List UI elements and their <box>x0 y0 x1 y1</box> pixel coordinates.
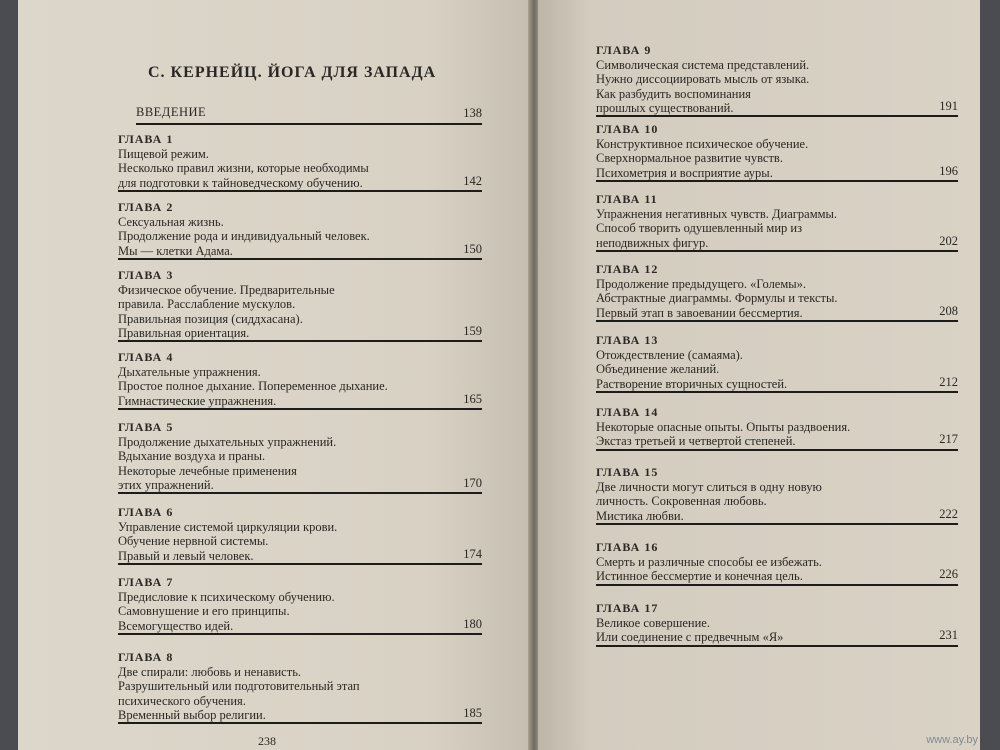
chapter-description-line: Продолжение дыхательных упражнений. <box>118 435 337 450</box>
chapter-description-line: Или соединение с предвечным «Я» <box>596 630 784 645</box>
chapter-description-line: Гимнастические упражнения. <box>118 393 277 408</box>
chapter-description-line: Правый и левый человек. <box>118 548 254 563</box>
chapter-description-line: правила. Расслабление мускулов. <box>118 297 296 312</box>
chapter-entry <box>596 262 958 322</box>
chapter-label: ГЛАВА 16 <box>596 540 659 554</box>
chapter-page-number: 159 <box>463 323 482 338</box>
chapter-description-line: Некоторые опасные опыты. Опыты раздвоения. <box>596 420 851 435</box>
chapter-description-line: Управление системой циркуляции крови. <box>118 520 338 535</box>
chapter-entry <box>118 132 482 192</box>
chapter-label: ГЛАВА 10 <box>596 122 659 136</box>
chapter-description-line: Отождествление (самаяма). <box>596 348 743 363</box>
chapter-label: ГЛАВА 9 <box>596 43 652 57</box>
chapter-entry <box>118 420 482 494</box>
chapter-label: ГЛАВА 3 <box>118 268 174 282</box>
chapter-entry <box>596 601 958 647</box>
chapter-description-line: Сверхнормальное развитие чувств. <box>596 151 783 166</box>
chapter-entry <box>596 333 958 393</box>
chapter-description-line: Две личности могут слиться в одну новую <box>596 480 822 495</box>
chapter-entry <box>118 505 482 565</box>
chapter-entry <box>596 43 958 117</box>
chapter-page-number: 226 <box>939 567 958 582</box>
right-page <box>538 0 980 750</box>
chapter-page-number: 196 <box>939 163 958 178</box>
chapter-entry <box>118 268 482 342</box>
chapter-description-line: неподвижных фигур. <box>596 235 709 250</box>
chapter-entry <box>118 650 482 724</box>
chapter-label: ГЛАВА 8 <box>118 650 174 664</box>
chapter-label: ГЛАВА 14 <box>596 405 659 419</box>
watermark: www.ay.by <box>926 734 978 746</box>
chapter-label: ГЛАВА 5 <box>118 420 174 434</box>
chapter-description-line: Физическое обучение. Предварительные <box>118 283 335 298</box>
chapter-label: ГЛАВА 4 <box>118 350 174 364</box>
intro-page-number: 138 <box>463 106 482 120</box>
chapter-description-line: Абстрактные диаграммы. Формулы и тексты. <box>596 291 838 306</box>
chapter-description-line: Продолжение предыдущего. «Големы». <box>596 277 807 292</box>
chapter-page-number: 222 <box>939 506 958 521</box>
chapter-description-line: Дыхательные упражнения. <box>118 365 261 380</box>
chapter-description-line: Некоторые лечебные применения <box>118 463 297 478</box>
book-title: С. КЕРНЕЙЦ. ЙОГА ДЛЯ ЗАПАДА <box>148 64 437 81</box>
chapter-label: ГЛАВА 6 <box>118 505 174 519</box>
chapter-description-line: Нужно диссоциировать мысль от языка. <box>596 72 810 87</box>
chapter-label: ГЛАВА 12 <box>596 262 659 276</box>
left-page <box>18 0 530 750</box>
page-folio: 238 <box>258 734 276 748</box>
chapter-description-line: Смерть и различные способы ее избежать. <box>596 555 822 570</box>
chapter-description-line: Предисловие к психическому обучению. <box>118 590 335 605</box>
chapter-description-line: Вдыхание воздуха и праны. <box>118 449 266 464</box>
chapter-entry <box>596 465 958 525</box>
chapter-label: ГЛАВА 13 <box>596 333 659 347</box>
chapter-entry <box>596 192 958 252</box>
chapter-description-line: Временный выбор религии. <box>118 707 266 722</box>
chapter-label: ГЛАВА 17 <box>596 601 659 615</box>
chapter-description-line: Символическая система представлений. <box>596 58 810 73</box>
chapter-description-line: прошлых существований. <box>596 100 734 115</box>
chapter-entry <box>596 540 958 586</box>
chapter-description-line: Растворение вторичных сущностей. <box>596 376 788 391</box>
chapter-description-line: Правильная ориентация. <box>118 325 250 340</box>
chapter-page-number: 191 <box>939 98 958 113</box>
chapter-description-line: Способ творить одушевленный мир из <box>596 221 803 236</box>
chapter-description-line: этих упражнений. <box>118 477 214 492</box>
chapter-description-line: Первый этап в завоевании бессмертия. <box>596 305 803 320</box>
intro-label: ВВЕДЕНИЕ <box>136 105 207 119</box>
chapter-page-number: 180 <box>463 616 482 631</box>
chapter-page-number: 150 <box>463 241 482 256</box>
chapter-description-line: Простое полное дыхание. Попеременное дыхание. <box>118 379 388 394</box>
chapter-description-line: Всемогущество идей. <box>118 618 234 633</box>
chapter-description-line: Объединение желаний. <box>596 362 720 377</box>
chapter-description-line: Психометрия и восприятие ауры. <box>596 165 773 180</box>
chapter-description-line: для подготовки к тайноведческому обучению. <box>118 175 363 190</box>
chapter-description-line: Обучение нервной системы. <box>118 534 269 549</box>
chapter-page-number: 170 <box>463 475 482 490</box>
chapter-page-number: 174 <box>463 546 482 561</box>
chapter-description-line: личность. Сокровенная любовь. <box>596 494 767 509</box>
chapter-description-line: Мы — клетки Адама. <box>118 243 233 258</box>
chapter-entry <box>118 575 482 635</box>
chapter-entry <box>596 122 958 182</box>
chapter-description-line: Две спирали: любовь и ненависть. <box>118 665 302 680</box>
chapter-entry <box>118 200 482 260</box>
chapter-description-line: Конструктивное психическое обучение. <box>596 137 809 152</box>
chapter-label: ГЛАВА 11 <box>596 192 658 206</box>
chapter-description-line: Истинное бессмертие и конечная цель. <box>596 569 803 584</box>
chapter-description-line: Великое совершение. <box>596 616 710 631</box>
chapter-label: ГЛАВА 15 <box>596 465 659 479</box>
chapter-page-number: 212 <box>939 374 958 389</box>
chapter-description-line: Экстаз третьей и четвертой степеней. <box>596 434 796 449</box>
chapter-page-number: 165 <box>463 391 482 406</box>
chapter-entry <box>118 350 482 410</box>
chapter-label: ГЛАВА 2 <box>118 200 174 214</box>
chapter-description-line: Упражнения негативных чувств. Диаграммы. <box>596 207 838 222</box>
chapter-page-number: 208 <box>939 303 958 318</box>
chapter-label: ГЛАВА 1 <box>118 132 174 146</box>
chapter-page-number: 142 <box>463 173 482 188</box>
chapter-description-line: Сексуальная жизнь. <box>118 215 224 230</box>
chapter-description-line: психического обучения. <box>118 693 246 708</box>
chapter-description-line: Пищевой режим. <box>118 147 209 162</box>
chapter-description-line: Мистика любви. <box>596 508 684 523</box>
chapter-description-line: Несколько правил жизни, которые необходимы <box>118 161 369 176</box>
chapter-description-line: Как разбудить воспоминания <box>596 86 751 101</box>
chapter-description-line: Правильная позиция (сиддхасана). <box>118 311 303 326</box>
chapter-page-number: 231 <box>939 628 958 643</box>
chapter-description-line: Самовнушение и его принципы. <box>118 604 290 619</box>
chapter-page-number: 217 <box>939 432 958 447</box>
chapter-description-line: Продолжение рода и индивидуальный человек. <box>118 229 370 244</box>
chapter-entry <box>596 405 958 451</box>
chapter-page-number: 202 <box>939 233 958 248</box>
chapter-page-number: 185 <box>463 705 482 720</box>
intro-entry <box>136 105 482 125</box>
chapter-description-line: Разрушительный или подготовительный этап <box>118 679 360 694</box>
chapter-label: ГЛАВА 7 <box>118 575 174 589</box>
